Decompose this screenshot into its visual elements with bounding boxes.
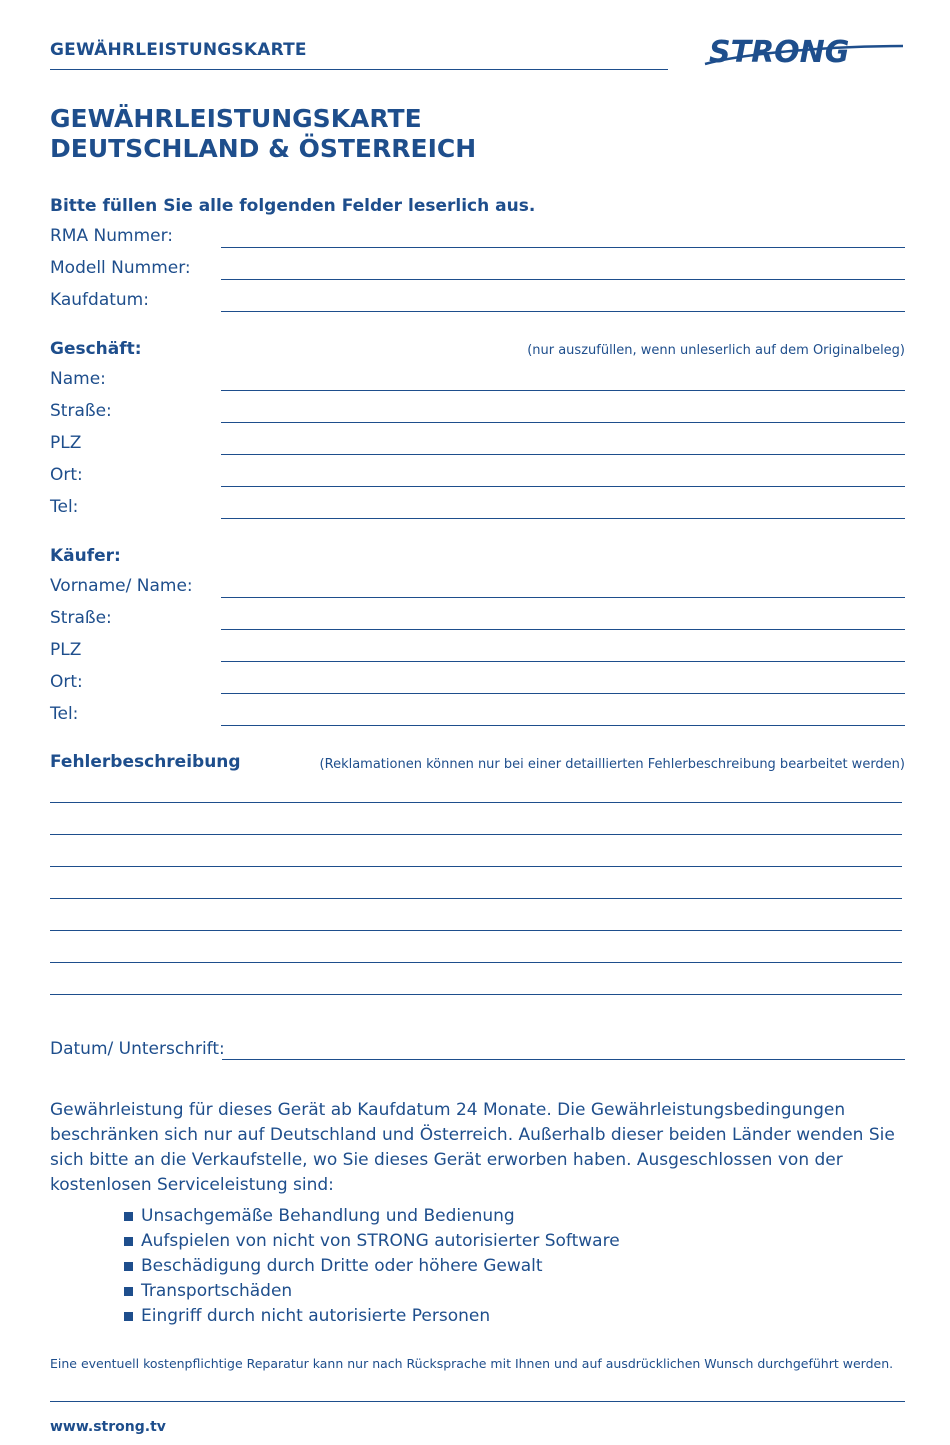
list-item (124, 1279, 620, 1304)
purchase-date-label: Kaufdatum: (50, 290, 149, 310)
exclusion-list (124, 1204, 620, 1329)
shop-phone-field[interactable] (221, 518, 905, 519)
shop-zip-row (50, 429, 905, 455)
buyer-zip-row (50, 636, 905, 662)
exclusion-text: Beschädigung durch Dritte oder höhere Gewalt (141, 1256, 543, 1276)
defect-line[interactable] (50, 802, 902, 803)
shop-zip-field[interactable] (221, 454, 905, 455)
warranty-terms: Gewährleistung für dieses Gerät ab Kaufdatum 24 Monate. Die Gewährleistungsbedingungen beschränken sich nur auf Deutschland und Österreich. Außerhalb dieser beiden Länder wenden Sie sich bitte an die Verkaufstelle, wo Sie dieses Gerät erworben haben. Ausgeschlossen von der kostenlosen Serviceleistung sind: (50, 1100, 895, 1195)
buyer-phone-field[interactable] (221, 725, 905, 726)
list-item (124, 1254, 620, 1279)
buyer-street-label: Straße: (50, 608, 112, 628)
defect-heading: Fehlerbeschreibung (50, 752, 241, 772)
signature-label: Datum/ Unterschrift: (50, 1039, 225, 1059)
header-divider (50, 69, 668, 70)
shop-street-label: Straße: (50, 401, 112, 421)
shop-name-label: Name: (50, 369, 106, 389)
shop-phone-row (50, 493, 905, 519)
defect-line[interactable] (50, 994, 902, 995)
shop-city-row (50, 461, 905, 487)
defect-line[interactable] (50, 930, 902, 931)
buyer-street-row (50, 604, 905, 630)
model-number-field[interactable] (221, 279, 905, 280)
website-link[interactable]: www.strong.tv (50, 1419, 166, 1435)
buyer-name-row (50, 572, 905, 598)
title-line-1: GEWÄHRLEISTUNGSKARTE (50, 104, 422, 133)
page-title (50, 104, 476, 164)
shop-note: (nur auszufüllen, wenn unleserlich auf dem Originalbeleg) (527, 343, 905, 358)
defect-line[interactable] (50, 866, 902, 867)
list-item (124, 1204, 620, 1229)
shop-name-row (50, 365, 905, 391)
list-item (124, 1229, 620, 1254)
defect-line[interactable] (50, 834, 902, 835)
repair-footnote: Eine eventuell kostenpflichtige Reparatur kann nur nach Rücksprache mit Ihnen und auf ausdrücklichen Wunsch durchgeführt werden. (50, 1356, 894, 1371)
buyer-phone-row (50, 700, 905, 726)
shop-phone-label: Tel: (50, 497, 79, 517)
model-number-row (50, 254, 905, 280)
shop-city-field[interactable] (221, 486, 905, 487)
shop-name-field[interactable] (221, 390, 905, 391)
defect-line[interactable] (50, 898, 902, 899)
buyer-zip-field[interactable] (221, 661, 905, 662)
buyer-heading: Käufer: (50, 546, 121, 566)
exclusion-text: Eingriff durch nicht autorisierte Personen (141, 1306, 491, 1326)
buyer-city-label: Ort: (50, 672, 83, 692)
purchase-date-field[interactable] (221, 311, 905, 312)
list-item (124, 1304, 620, 1329)
bullet-square-icon (124, 1287, 133, 1296)
defect-note: (Reklamationen können nur bei einer detaillierten Fehlerbeschreibung bearbeitet werden) (319, 757, 905, 772)
rma-number-row (50, 222, 905, 248)
shop-zip-label: PLZ (50, 433, 82, 453)
logo-wordmark: STRONG (709, 35, 850, 70)
buyer-zip-label: PLZ (50, 640, 82, 660)
buyer-city-row (50, 668, 905, 694)
buyer-name-field[interactable] (221, 597, 905, 598)
buyer-phone-label: Tel: (50, 704, 79, 724)
rma-number-field[interactable] (221, 247, 905, 248)
bullet-square-icon (124, 1212, 133, 1221)
instructions: Bitte füllen Sie alle folgenden Felder leserlich aus. (50, 196, 536, 216)
bullet-square-icon (124, 1262, 133, 1271)
defect-line[interactable] (50, 962, 902, 963)
exclusion-text: Aufspielen von nicht von STRONG autorisierter Software (141, 1231, 620, 1251)
bullet-square-icon (124, 1312, 133, 1321)
signature-field[interactable] (222, 1059, 905, 1060)
bullet-square-icon (124, 1237, 133, 1246)
model-number-label: Modell Nummer: (50, 258, 191, 278)
footer-divider (50, 1401, 905, 1402)
buyer-street-field[interactable] (221, 629, 905, 630)
rma-number-label: RMA Nummer: (50, 226, 174, 246)
buyer-name-label: Vorname/ Name: (50, 576, 193, 596)
exclusion-text: Transportschäden (141, 1281, 293, 1301)
shop-heading: Geschäft: (50, 339, 142, 359)
strong-logo (703, 24, 908, 72)
title-line-2: DEUTSCHLAND & ÖSTERREICH (50, 134, 477, 163)
shop-street-field[interactable] (221, 422, 905, 423)
buyer-city-field[interactable] (221, 693, 905, 694)
purchase-date-row (50, 286, 905, 312)
signature-row (50, 1036, 905, 1060)
shop-street-row (50, 397, 905, 423)
exclusion-text: Unsachgemäße Behandlung und Bedienung (141, 1206, 515, 1226)
header-label: GEWÄHRLEISTUNGSKARTE (50, 40, 307, 60)
shop-city-label: Ort: (50, 465, 83, 485)
